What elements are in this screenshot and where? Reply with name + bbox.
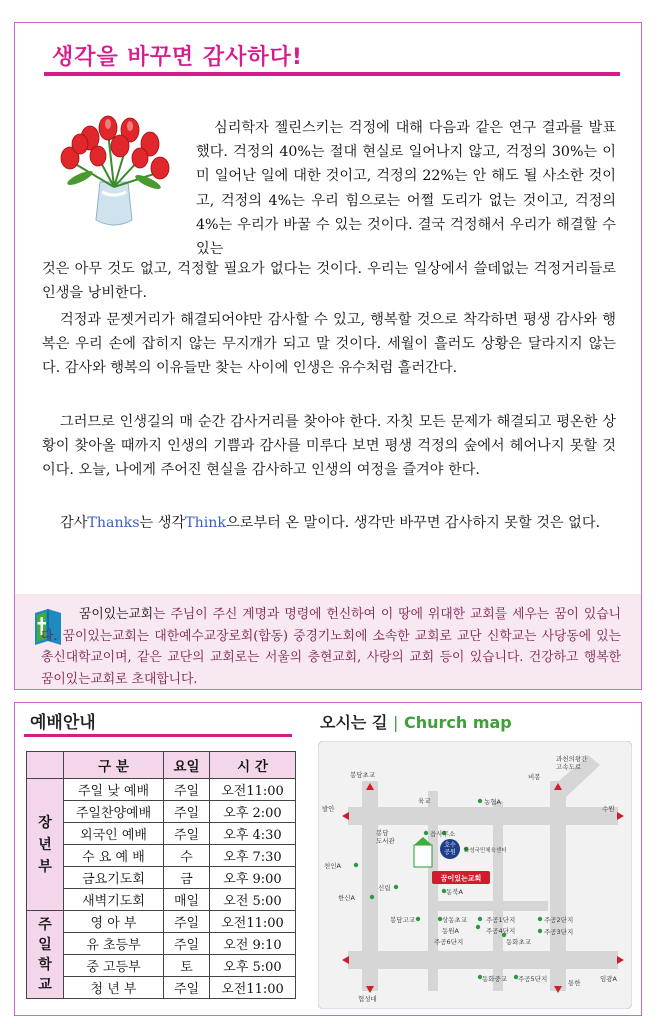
- service-title-underline: [24, 734, 292, 737]
- map-label: 협성대: [358, 995, 377, 1003]
- title-underline: [44, 72, 620, 76]
- table-header-blank: [27, 752, 64, 779]
- map-label: 동북A: [446, 888, 464, 896]
- map-label: 호수: [444, 842, 456, 849]
- church-location-label: 꿈이있는교회: [440, 874, 482, 883]
- service-name: 청 년 부: [64, 977, 164, 999]
- service-day: 주일: [164, 911, 210, 933]
- service-time: 오후 9:00: [210, 867, 296, 889]
- service-name: 외국인 예배: [64, 823, 164, 845]
- map-label: 한신A: [338, 894, 356, 902]
- group-adult: 장 년 부: [27, 779, 64, 911]
- service-day: 주일: [164, 933, 210, 955]
- article-paragraph-2: 걱정과 문젯거리가 해결되어야만 감사할 수 있고, 행복할 것으로 착각하면 평생 감사와 행복은 우리 손에 잡히지 않는 무지개가 되고 말 것이다. 세월이 흘러도 상황은 달라지지 않는다. 감사와 행복의 이유들만 찾는 사이에 인생은 유수처럼 흘러간다.: [42, 312, 616, 377]
- map-title-ko: 오시는 길: [320, 713, 388, 732]
- map-title-en: Church map: [403, 713, 512, 732]
- service-day: 주일: [164, 977, 210, 999]
- article-paragraph-1-bottom: 것은 아무 것도 없고, 걱정할 필요가 없다는 것이다. 우리는 일상에서 쓸데없는 걱정거리들로 인생을 낭비한다.: [42, 261, 616, 302]
- map-label: 신립: [378, 884, 391, 892]
- service-table: [26, 751, 296, 999]
- church-description: 는 주님이 주신 계명과 명령에 헌신하여 이 땅에 위대한 교회를 세우는 꿈이 있습니다. 꿈이있는교회는 대한예수교장로회(합동) 중경기노회에 소속한 교회로 교단 신학교는 사당동에 있는 총신대학교이며, 같은 교단의 교회로는 서울의 충현교회, 사랑의 교회 등이 있습니다. 건강하고 행복한 꿈이있는교회로 초대합니다.: [41, 607, 621, 687]
- service-name: 금요기도회: [64, 867, 164, 889]
- tulip-vase-illustration: [50, 112, 178, 230]
- map-label: 육교: [418, 797, 431, 805]
- service-day: 매일: [164, 889, 210, 911]
- table-row: [27, 977, 296, 999]
- service-name: 새벽기도회: [64, 889, 164, 911]
- map-label: 동화초교: [506, 938, 532, 946]
- service-day: 수: [164, 845, 210, 867]
- service-day: 주일: [164, 801, 210, 823]
- service-time: 오후 2:00: [210, 801, 296, 823]
- church-location-map: [318, 741, 632, 1009]
- map-label: 화성국민체육센터: [464, 848, 507, 854]
- table-row: [27, 801, 296, 823]
- text-thanks: Thanks: [87, 515, 140, 531]
- service-name: 주일 낮 예배: [64, 779, 164, 801]
- table-header-category: 구 분: [64, 752, 164, 779]
- service-time: 오전 9:10: [210, 933, 296, 955]
- article-title: 생각을 바꾸면 감사하다!: [52, 45, 303, 70]
- service-name: 주일찬양예배: [64, 801, 164, 823]
- map-label: 주공5단지: [518, 975, 548, 983]
- article-paragraph-1-top: 심리학자 젤린스키는 걱정에 대해 다음과 같은 연구 결과를 발표했다. 걱정의 40%는 절대 현실로 일어나지 않고, 걱정의 30%는 이미 일어난 일에 대한 것이고, 걱정의 22%는 안 해도 될 사소한 것이고, 걱정의 4%는 우리 힘으로는 어쩔 도리가 없는 것이고, 걱정의 4%는 우리가 바꿀 수 있는 것이다. 결국 걱정해서 우리가 해결할 수 있는: [196, 120, 616, 258]
- group-sunday-school: 주 일 학 교: [27, 911, 64, 999]
- map-label: 주공1단지: [486, 916, 516, 924]
- table-row: [27, 823, 296, 845]
- church-building-icon: [414, 845, 432, 867]
- map-label: 봉담고교: [390, 916, 416, 924]
- service-name: 수 요 예 배: [64, 845, 164, 867]
- service-time: 오전11:00: [210, 977, 296, 999]
- service-time: 오후 4:30: [210, 823, 296, 845]
- service-day: 주일: [164, 823, 210, 845]
- map-title-separator: |: [392, 713, 399, 732]
- table-row: [27, 779, 296, 801]
- map-label: 봉담: [376, 829, 389, 837]
- map-label: 천인A: [324, 862, 342, 870]
- map-label: 과천의왕간: [556, 755, 588, 763]
- article-paragraph-4: [42, 511, 616, 535]
- table-row: [27, 867, 296, 889]
- map-label: 공원: [444, 849, 456, 856]
- map-label: 봉담초교: [350, 771, 376, 779]
- map-label: 읍사무소: [430, 830, 456, 838]
- text-think: Think: [185, 515, 227, 531]
- map-label: 주공4단지: [486, 927, 516, 935]
- text-conclusion: 으로부터 온 말이다. 생각만 바꾸면 감사하지 못할 것은 없다.: [226, 515, 601, 531]
- service-name: 유 초등부: [64, 933, 164, 955]
- table-header-time: 시 간: [210, 752, 296, 779]
- map-label: 임광A: [600, 975, 618, 983]
- map-label: 상동초교: [442, 916, 468, 924]
- map-label: 동화중교: [482, 975, 508, 983]
- table-header-day: 요일: [164, 752, 210, 779]
- map-label: 주공6단지: [434, 938, 464, 946]
- service-name: 영 아 부: [64, 911, 164, 933]
- church-intro-text: [41, 604, 621, 690]
- map-label: 동원A: [442, 927, 460, 935]
- table-row: [27, 955, 296, 977]
- map-label: 수원: [602, 805, 615, 813]
- service-time: 오후 5:00: [210, 955, 296, 977]
- service-time: 오후 7:30: [210, 845, 296, 867]
- map-label: 주공2단지: [544, 916, 574, 924]
- table-header-row: [27, 752, 296, 779]
- text-gamsa: 감사: [60, 515, 88, 531]
- service-name: 중 고등부: [64, 955, 164, 977]
- map-label: 도서관: [376, 837, 395, 845]
- map-label: 발안: [322, 805, 335, 813]
- map-label: 비봉: [528, 773, 541, 781]
- service-time: 오전11:00: [210, 911, 296, 933]
- service-time: 오전11:00: [210, 779, 296, 801]
- map-title: [320, 710, 512, 733]
- map-label: 고속도로: [556, 763, 582, 771]
- article-paragraph-3: 그러므로 인생길의 매 순간 감사거리를 찾아야 한다. 자칫 모든 문제가 해결되고 평온한 상황이 찾아올 때까지 인생의 기쁨과 감사를 미루다 보면 평생 걱정의 숲에서 헤어나지 못할 것이다. 오늘, 나에게 주어진 현실을 감사하고 인생의 여정을 즐겨야 한다.: [42, 414, 616, 479]
- church-name: 꿈이있는교회: [79, 607, 154, 622]
- service-day: 주일: [164, 779, 210, 801]
- map-label: 주공3단지: [544, 928, 574, 936]
- service-day: 금: [164, 867, 210, 889]
- service-guide-title: 예배안내: [30, 713, 96, 733]
- map-label: 통한: [568, 979, 581, 987]
- table-row: [27, 911, 296, 933]
- map-label: 농협A: [484, 798, 502, 806]
- service-day: 토: [164, 955, 210, 977]
- text-saenggak: 는 생각: [139, 515, 186, 531]
- service-time: 오전 5:00: [210, 889, 296, 911]
- table-row: [27, 889, 296, 911]
- table-row: [27, 933, 296, 955]
- table-row: [27, 845, 296, 867]
